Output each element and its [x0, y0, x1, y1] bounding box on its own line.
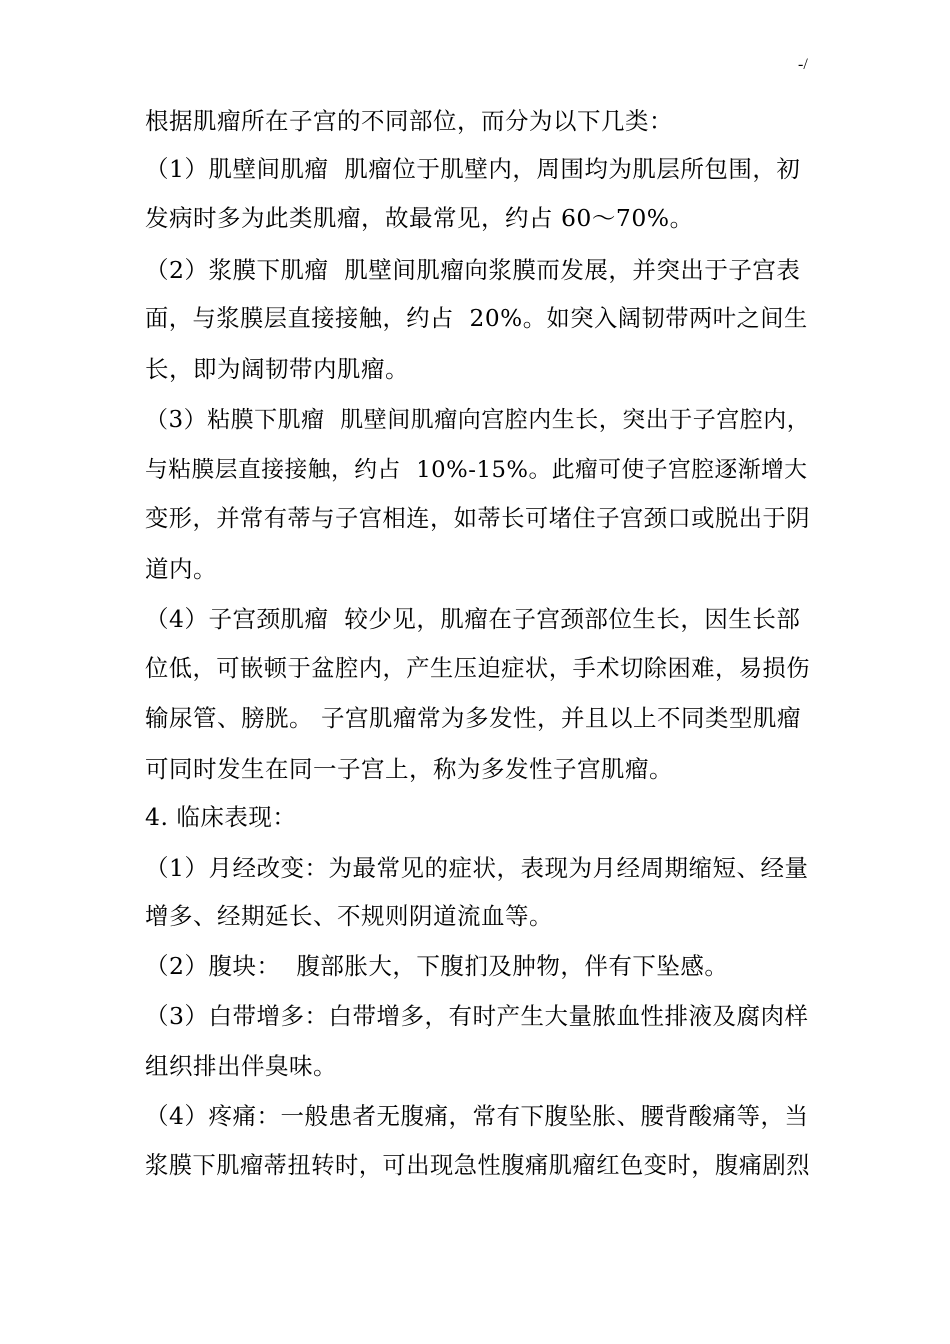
- text-line: 变形，并常有蒂与子宫相连，如蒂长可堵住子宫颈口或脱出于阴: [145, 505, 811, 532]
- text-line: （2）浆膜下肌瘤 肌壁间肌瘤向浆膜而发展，并突出于子宫表: [145, 256, 801, 284]
- text-line: 面，与浆膜层直接接触，约占 20%。如突入阔韧带两叶之间生: [145, 305, 808, 332]
- text-line: （3）粘膜下肌瘤 肌壁间肌瘤向宫腔内生长，突出于子宫腔内，: [145, 407, 811, 433]
- text-line: 位低，可嵌顿于盆腔内，产生压迫症状，手术切除困难，易损伤: [145, 655, 811, 682]
- text-line: （4）疼痛：一般患者无腹痛，常有下腹坠胀、腰背酸痛等，当: [145, 1102, 809, 1130]
- text-line: 可同时发生在同一子宫上，称为多发性子宫肌瘤。: [145, 755, 673, 783]
- page-marker: -/: [798, 56, 808, 73]
- text-line: 输尿管、膀胱。 子宫肌瘤常为多发性，并且以上不同类型肌瘤: [145, 704, 801, 732]
- text-line: 发病时多为此类肌瘤，故最常见，约占 60～70%。: [145, 204, 694, 232]
- text-line: 增多、经期延长、不规则阴道流血等。: [145, 902, 553, 930]
- text-line: （3）白带增多：白带增多，有时产生大量脓血性排液及腐肉样: [145, 1002, 809, 1030]
- text-line: 浆膜下肌瘤蒂扭转时，可出现急性腹痛肌瘤红色变时，腹痛剧烈: [145, 1152, 811, 1179]
- text-line: 与粘膜层直接接触，约占 10%-15%。此瘤可使子宫腔逐渐增大: [145, 457, 808, 483]
- text-line: 道内。: [145, 555, 217, 583]
- text-line: 长，即为阔韧带内肌瘤。: [145, 355, 409, 383]
- text-line: （1）肌壁间肌瘤 肌瘤位于肌壁内，周围均为肌层所包围，初: [145, 155, 801, 183]
- text-line: （1）月经改变：为最常见的症状，表现为月经周期缩短、经量: [145, 854, 809, 882]
- section-heading: 4. 临床表现：: [145, 803, 297, 831]
- text-line: （2）腹块： 腹部胀大，下腹扪及肿物，伴有下坠感。: [145, 952, 729, 980]
- text-line: 根据肌瘤所在子宫的不同部位，而分为以下几类：: [145, 107, 673, 135]
- text-line: （4）子宫颈肌瘤 较少见，肌瘤在子宫颈部位生长，因生长部: [145, 605, 801, 633]
- text-line: 组织排出伴臭味。: [145, 1052, 337, 1080]
